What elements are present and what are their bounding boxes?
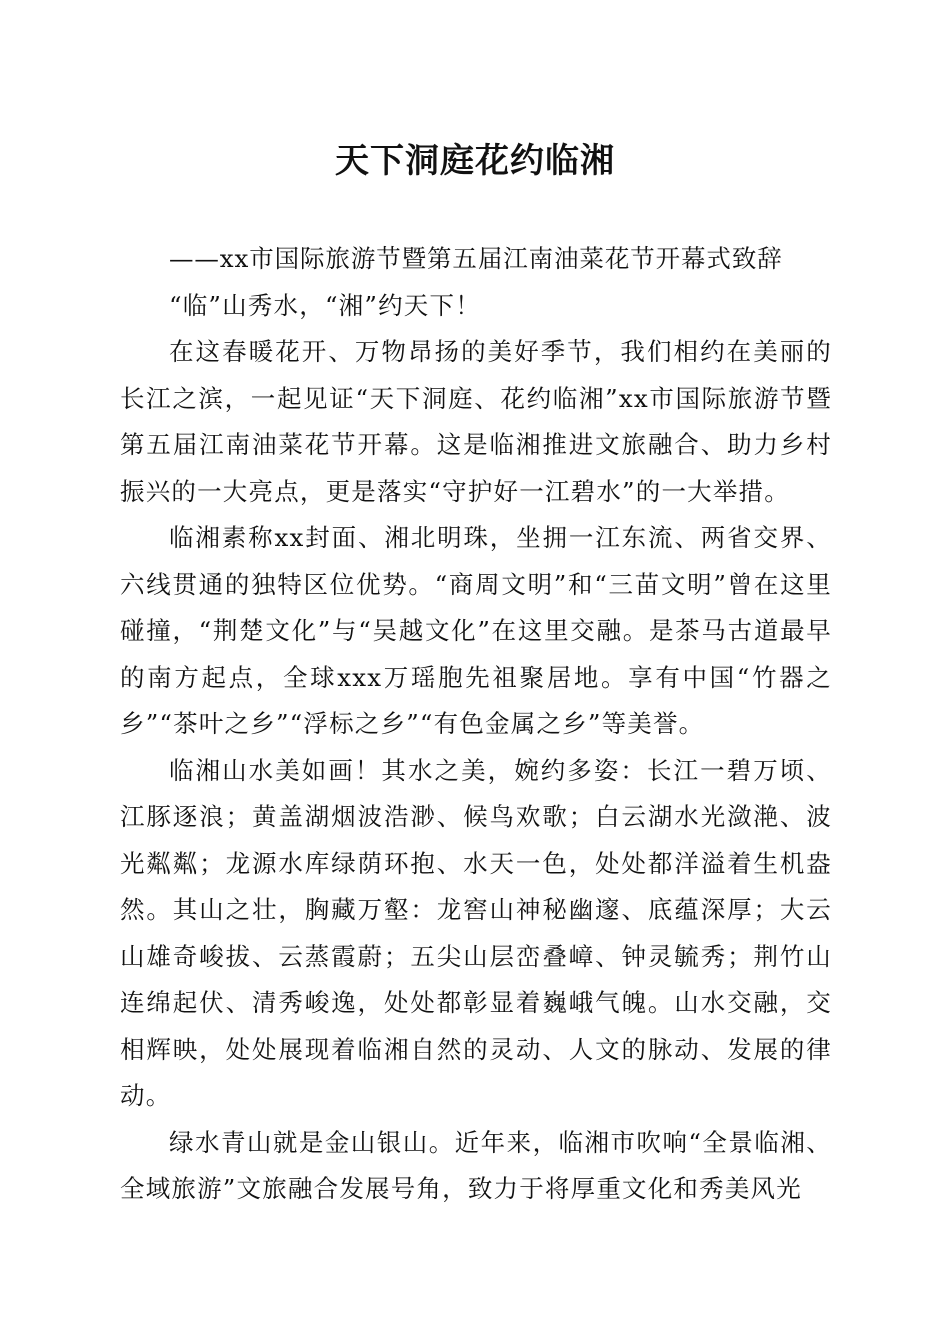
document-title: 天下洞庭花约临湘 <box>335 141 615 181</box>
paragraph: 绿水青山就是金山银山。近年来，临湘市吹响“全景临湘、全域旅游”文旅融合发展号角，致力于将厚重文化和秀美风光 <box>120 1127 832 1203</box>
paragraph: 在这春暖花开、万物昂扬的美好季节，我们相约在美丽的长江之滨，一起见证“天下洞庭、花约临湘”xx市国际旅游节暨第五届江南油菜花节开幕。这是临湘推进文旅融合、助力乡村振兴的一大亮点，更是落实“守护好一江碧水”的一大举措。 <box>120 337 832 506</box>
paragraph-opening: “临”山秀水，“湘”约天下！ <box>169 290 481 320</box>
paragraph: 临湘素称xx封面、湘北明珠，坐拥一江东流、两省交界、六线贯通的独特区位优势。“商周文明”和“三苗文明”曾在这里碰撞，“荆楚文化”与“吴越文化”在这里交融。是茶马古道最早的南方起点，全球xxx万瑶胞先祖聚居地。享有中国“竹器之乡”“茶叶之乡”“浮标之乡”“有色金属之乡”等美誉。 <box>120 523 832 738</box>
document-subtitle: ——xx市国际旅游节暨第五届江南油菜花节开幕式致辞 <box>169 244 783 273</box>
paragraph: 临湘山水美如画！其水之美，婉约多姿：长江一碧万顷、江豚逐浪；黄盖湖烟波浩渺、候鸟欢歌；白云湖水光潋滟、波光粼粼；龙源水库绿荫环抱、水天一色，处处都洋溢着生机盎然。其山之壮，胸藏万壑：龙窖山神秘幽邃、底蕴深厚；大云山雄奇峻拔、云蒸霞蔚；五尖山层峦叠嶂、钟灵毓秀；荆竹山连绵起伏、清秀峻逸，处处都彰显着巍峨气魄。山水交融，交相辉映，处处展现着临湘自然的灵动、人文的脉动、发展的律动。 <box>120 755 832 1110</box>
document-body <box>120 236 832 1213</box>
